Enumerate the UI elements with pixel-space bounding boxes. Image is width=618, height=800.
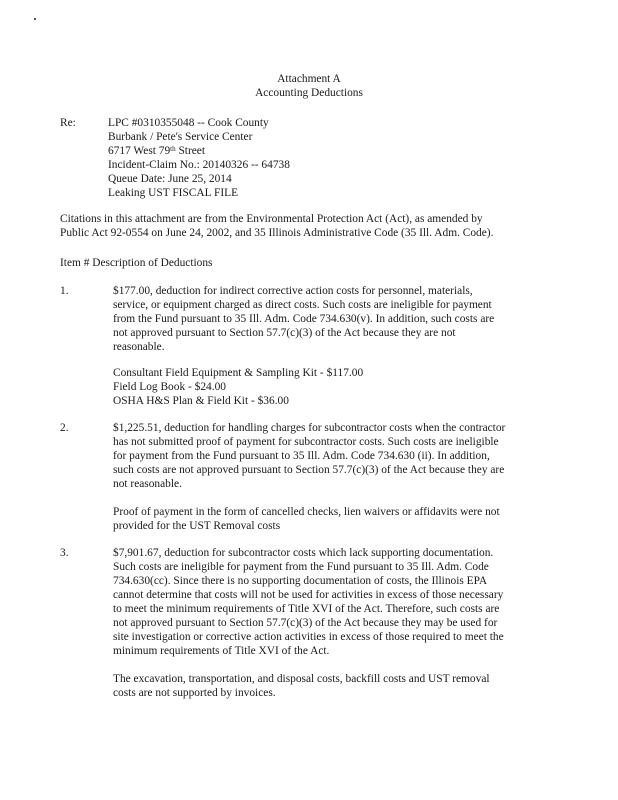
citations-line: Citations in this attachment are from the Environmental Protection Act (Act), as amended by: [60, 213, 483, 225]
text-line: not reasonable.: [113, 478, 182, 490]
text-line: reasonable.: [113, 341, 165, 353]
text-line: costs are not supported by invoices.: [113, 687, 276, 699]
address-street: Street: [175, 145, 206, 157]
text-line: provided for the UST Removal costs: [113, 520, 281, 532]
cost-line: Field Log Book - $24.00: [113, 381, 226, 393]
text-line: cannot determine that costs will not be used for activities in excess of those necessary: [113, 589, 504, 601]
text-line: not approved pursuant to Section 57.7(c)(3) of the Act because they may be used for: [113, 617, 498, 629]
text-line: $177.00, deduction for indirect corrective action costs for personnel, materials,: [113, 285, 473, 297]
text-line: such costs are not approved pursuant to Section 57.7(c)(3) of the Act because they are: [113, 464, 505, 476]
re-line-address: [108, 144, 290, 158]
text-line: not approved pursuant to Section 57.7(c)(3) of the Act because they are not: [113, 327, 456, 339]
text-line: Such costs are ineligible for payment from the Fund pursuant to 35 Ill. Adm. Code: [113, 561, 489, 573]
item-1-cost-list: [113, 366, 363, 408]
text-line: to meet the minimum requirements of Title XVI of the Act. Therefore, such costs are: [113, 603, 500, 615]
text-line: site investigation or corrective action activities in excess of those required to meet the: [113, 631, 504, 643]
re-block: [108, 116, 290, 200]
scan-speck: [34, 18, 36, 20]
cost-line: OSHA H&S Plan & Field Kit - $36.00: [113, 395, 289, 407]
re-line-file: Leaking UST FISCAL FILE: [108, 187, 239, 199]
text-line: $7,901.67, deduction for subcontractor costs which lack supporting documentation.: [113, 547, 494, 559]
item-1-number: 1.: [60, 285, 69, 297]
item-3-paragraph-1: [113, 546, 504, 658]
address-ordinal: th: [170, 145, 176, 153]
attachment-title: Attachment A: [277, 73, 341, 85]
address-number: 6717 West 79: [108, 145, 171, 157]
text-line: service, or equipment charged as direct costs. Such costs are ineligible for payment: [113, 299, 492, 311]
text-line: The excavation, transportation, and disposal costs, backfill costs and UST removal: [113, 673, 490, 685]
item-3-number: 3.: [60, 547, 69, 559]
text-line: minimum requirements of Title XVI of the Act.: [113, 645, 330, 657]
text-line: from the Fund pursuant to 35 Ill. Adm. Code 734.630(v). In addition, such costs are: [113, 313, 495, 325]
citations-line: Public Act 92-0554 on June 24, 2002, and 35 Illinois Administrative Code (35 Ill. Adm. Code).: [60, 227, 494, 239]
text-line: for payment from the Fund pursuant to 35 Ill. Adm. Code 734.630 (ii). In addition,: [113, 450, 490, 462]
attachment-subtitle: Accounting Deductions: [255, 87, 363, 99]
re-line-site: Burbank / Pete's Service Center: [108, 131, 253, 143]
text-line: has not submitted proof of payment for subcontractor costs. Such costs are ineligible: [113, 436, 499, 448]
item-3-paragraph-2: [113, 672, 490, 700]
text-line: 734.630(cc). Since there is no supporting documentation of costs, the Illinois EPA: [113, 575, 488, 587]
item-2-paragraph-1: [113, 421, 505, 491]
cost-line: Consultant Field Equipment & Sampling Kit - $117.00: [113, 367, 364, 379]
item-2-paragraph-2: [113, 505, 500, 533]
item-1-paragraph-1: [113, 284, 494, 354]
re-label: Re:: [60, 117, 76, 129]
re-line-incident: Incident-Claim No.: 20140326 -- 64738: [108, 159, 290, 171]
re-line-queue-date: Queue Date: June 25, 2014: [108, 173, 232, 185]
item-2-number: 2.: [60, 422, 69, 434]
re-line-lpc: LPC #0310355048 -- Cook County: [108, 117, 269, 129]
text-line: $1,225.51, deduction for handling charges for subcontractor costs when the contractor: [113, 422, 506, 434]
text-line: Proof of payment in the form of cancelled checks, lien waivers or affidavits were not: [113, 506, 500, 518]
citations-paragraph: [60, 212, 493, 240]
item-column-header: Item # Description of Deductions: [60, 257, 213, 269]
